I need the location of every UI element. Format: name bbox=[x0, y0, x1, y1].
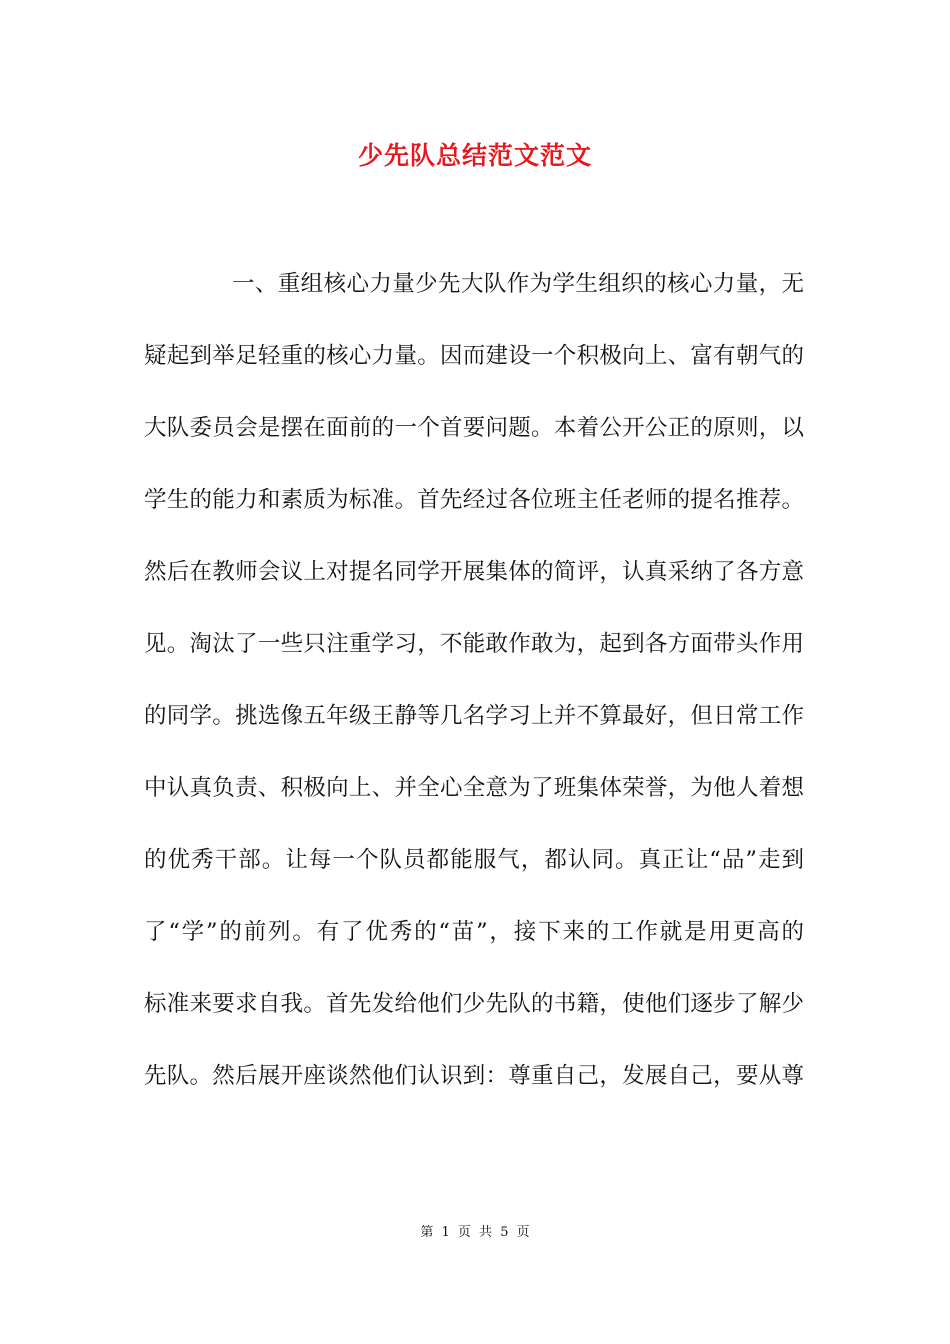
body-line-7: 的同学。挑选像五年级王静等几名学习上并不算最好，但日常工作 bbox=[144, 703, 804, 729]
body-line-11: 标准来要求自我。首先发给他们少先队的书籍，使他们逐步了解少 bbox=[144, 991, 804, 1017]
page-footer: 第 1 页 共 5 页 bbox=[420, 1225, 530, 1240]
body-line-3: 大队委员会是摆在面前的一个首要问题。本着公开公正的原则，以 bbox=[144, 415, 804, 441]
body-line-4: 学生的能力和素质为标准。首先经过各位班主任老师的提名推荐。 bbox=[144, 487, 804, 513]
body-line-10: 了“学”的前列。有了优秀的“苗”，接下来的工作就是用更高的 bbox=[144, 919, 804, 945]
body-line-2: 疑起到举足轻重的核心力量。因而建设一个积极向上、富有朝气的 bbox=[144, 343, 804, 369]
document-title: 少先队总结范文范文 bbox=[357, 141, 592, 170]
body-line-5: 然后在教师会议上对提名同学开展集体的简评，认真采纳了各方意 bbox=[144, 559, 804, 585]
body-line-6: 见。淘汰了一些只注重学习，不能敢作敢为，起到各方面带头作用 bbox=[144, 631, 804, 657]
body-line-9: 的优秀干部。让每一个队员都能服气，都认同。真正让“品”走到 bbox=[144, 847, 804, 873]
body-line-12: 先队。然后展开座谈然他们认识到：尊重自己，发展自己，要从尊 bbox=[144, 1063, 804, 1089]
body-line-1: 一、重组核心力量少先大队作为学生组织的核心力量，无 bbox=[232, 271, 804, 297]
body-line-8: 中认真负责、积极向上、并全心全意为了班集体荣誉，为他人着想 bbox=[144, 775, 804, 801]
